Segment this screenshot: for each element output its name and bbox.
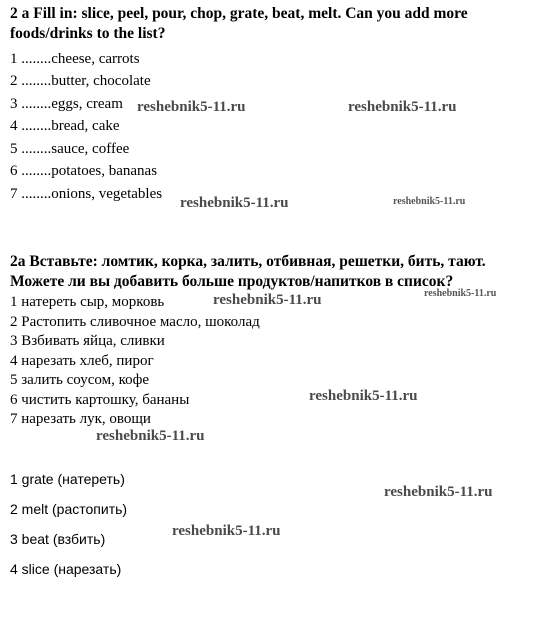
watermark: reshebnik5-11.ru: [384, 484, 493, 500]
watermark: reshebnik5-11.ru: [137, 99, 246, 115]
exercise-item-2: 2 ........butter, chocolate: [10, 73, 151, 89]
watermark: reshebnik5-11.ru: [172, 523, 281, 539]
exercise-heading-en: 2 a Fill in: slice, peel, pour, chop, grate, beat, melt. Can you add more foods/drinks to the list?: [10, 5, 468, 42]
exercise-item-5: 5 ........sauce, coffee: [10, 141, 130, 157]
exercise-heading-ru: 2a Вставьте: ломтик, корка, залить, отбивная, решетки, бить, тают. Можете ли вы добавить больше продуктов/напитков в список?: [10, 253, 486, 290]
watermark: reshebnik5-11.ru: [213, 292, 322, 308]
exercise-item-4: 4 ........bread, cake: [10, 118, 120, 134]
translation-item-3: 3 Взбивать яйца, сливки: [10, 333, 165, 349]
watermark: reshebnik5-11.ru: [348, 99, 457, 115]
exercise-item-6: 6 ........potatoes, bananas: [10, 163, 158, 179]
translation-item-5: 5 залить соусом, кофе: [10, 372, 149, 388]
translation-item-1: 1 натереть сыр, морковь: [10, 294, 165, 310]
translation-item-2: 2 Растопить сливочное масло, шоколад: [10, 314, 260, 330]
translation-item-6: 6 чистить картошку, бананы: [10, 392, 190, 408]
watermark: reshebnik5-11.ru: [96, 428, 205, 444]
translation-item-7: 7 нарезать лук, овощи: [10, 411, 151, 427]
translation-item-4: 4 нарезать хлеб, пирог: [10, 353, 154, 369]
answer-item-1: 1 grate (натереть): [10, 471, 125, 487]
exercise-item-7: 7 ........onions, vegetables: [10, 186, 163, 202]
watermark: reshebnik5-11.ru: [424, 288, 497, 299]
answer-item-4: 4 slice (нарезать): [10, 561, 122, 577]
answer-item-3: 3 beat (взбить): [10, 531, 106, 547]
watermark: reshebnik5-11.ru: [309, 388, 418, 404]
answer-item-2: 2 melt (растопить): [10, 501, 128, 517]
watermark: reshebnik5-11.ru: [393, 196, 466, 207]
exercise-item-3: 3 ........eggs, cream: [10, 96, 123, 112]
exercise-item-1: 1 ........cheese, carrots: [10, 51, 140, 67]
watermark: reshebnik5-11.ru: [180, 195, 289, 211]
